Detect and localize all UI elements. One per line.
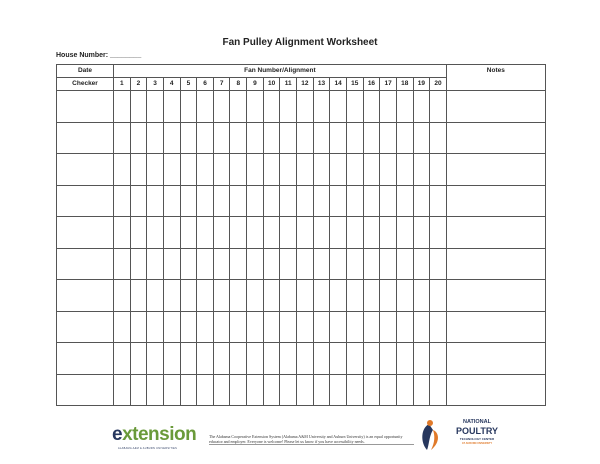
alignment-cell[interactable] [396,122,413,154]
alignment-cell[interactable] [263,185,280,217]
alignment-cell[interactable] [280,311,297,343]
legal-notice: The Alabama Cooperative Extension System (Alabama A&M University and Auburn University) is an equal opportunity educator and employer. Everyone is welcome! Please let us know if you have accessibility needs. [209,434,414,445]
alignment-cell[interactable] [346,217,363,249]
alignment-cell[interactable] [263,217,280,249]
alignment-cell[interactable] [163,154,180,186]
alignment-cell[interactable] [263,154,280,186]
alignment-cell[interactable] [197,185,214,217]
alignment-cell[interactable] [213,185,230,217]
alignment-cell[interactable] [114,248,131,280]
alignment-cell[interactable] [346,374,363,406]
alignment-cell[interactable] [114,154,131,186]
alignment-cell[interactable] [247,217,264,249]
table-row [57,311,546,343]
alignment-cell[interactable] [430,185,447,217]
alignment-cell[interactable] [430,311,447,343]
alignment-cell[interactable] [163,122,180,154]
alignment-table [56,64,546,406]
npc-line-3: TECHNOLOGY CENTER [459,437,495,441]
alignment-cell[interactable] [280,248,297,280]
notes-cell[interactable] [446,185,545,217]
alignment-cell[interactable] [313,311,330,343]
date-checker-cell[interactable] [57,122,114,154]
alignment-cell[interactable] [230,154,247,186]
alignment-cell[interactable] [330,374,347,406]
fan-number-header: 15 [346,78,363,91]
alignment-cell[interactable] [396,154,413,186]
alignment-cell[interactable] [330,91,347,123]
alignment-cell[interactable] [430,248,447,280]
alignment-cell[interactable] [197,248,214,280]
fan-number-header: 16 [363,78,380,91]
alignment-cell[interactable] [380,343,397,375]
alignment-cell[interactable] [197,311,214,343]
alignment-cell[interactable] [213,122,230,154]
alignment-cell[interactable] [396,311,413,343]
alignment-cell[interactable] [280,280,297,312]
alignment-cell[interactable] [230,343,247,375]
date-checker-cell[interactable] [57,343,114,375]
alignment-cell[interactable] [114,311,131,343]
alignment-cell[interactable] [413,154,430,186]
alignment-cell[interactable] [247,374,264,406]
alignment-cell[interactable] [330,311,347,343]
alignment-cell[interactable] [413,374,430,406]
house-number-field[interactable]: House Number: ________ [56,52,142,59]
alignment-cell[interactable] [114,91,131,123]
alignment-cell[interactable] [380,280,397,312]
alignment-cell[interactable] [280,217,297,249]
worksheet-title: Fan Pulley Alignment Worksheet [222,37,378,48]
alignment-cell[interactable] [413,217,430,249]
alignment-cell[interactable] [163,311,180,343]
alignment-cell[interactable] [130,91,147,123]
alignment-cell[interactable] [330,248,347,280]
alignment-cell[interactable] [213,343,230,375]
alignment-cell[interactable] [313,374,330,406]
alignment-cell[interactable] [346,343,363,375]
alignment-cell[interactable] [163,91,180,123]
table-row [57,217,546,249]
alignment-cell[interactable] [130,343,147,375]
alignment-cell[interactable] [114,122,131,154]
alignment-cell[interactable] [114,374,131,406]
alignment-cell[interactable] [263,311,280,343]
alignment-cell[interactable] [413,343,430,375]
alignment-cell[interactable] [247,248,264,280]
alignment-cell[interactable] [297,280,314,312]
alignment-cell[interactable] [163,343,180,375]
alignment-cell[interactable] [163,248,180,280]
alignment-cell[interactable] [297,154,314,186]
alignment-cell[interactable] [247,91,264,123]
alignment-cell[interactable] [430,122,447,154]
alignment-cell[interactable] [380,217,397,249]
alignment-cell[interactable] [430,374,447,406]
notes-cell[interactable] [446,280,545,312]
alignment-cell[interactable] [297,374,314,406]
alignment-cell[interactable] [363,374,380,406]
alignment-cell[interactable] [297,311,314,343]
alignment-cell[interactable] [430,343,447,375]
alignment-cell[interactable] [363,343,380,375]
alignment-cell[interactable] [130,217,147,249]
alignment-cell[interactable] [413,122,430,154]
alignment-cell[interactable] [114,217,131,249]
alignment-cell[interactable] [346,122,363,154]
alignment-cell[interactable] [313,343,330,375]
notes-cell[interactable] [446,343,545,375]
alignment-cell[interactable] [130,374,147,406]
table-row [57,185,546,217]
table-row [57,280,546,312]
alignment-cell[interactable] [346,185,363,217]
alignment-cell[interactable] [163,280,180,312]
alignment-cell[interactable] [230,280,247,312]
alignment-cell[interactable] [147,280,164,312]
alignment-cell[interactable] [330,343,347,375]
table-row [57,374,546,406]
date-checker-cell[interactable] [57,185,114,217]
npc-logo [417,418,537,454]
alignment-cell[interactable] [430,91,447,123]
alignment-cell[interactable] [147,154,164,186]
alignment-cell[interactable] [180,374,197,406]
alignment-cell[interactable] [313,122,330,154]
fan-group-header: Fan Number/Alignment [114,65,447,78]
table-row [57,122,546,154]
alignment-cell[interactable] [263,91,280,123]
alignment-cell[interactable] [130,185,147,217]
fan-number-header: 18 [396,78,413,91]
alignment-cell[interactable] [147,217,164,249]
npc-line-1: NATIONAL [462,419,491,425]
alignment-cell[interactable] [147,343,164,375]
extension-logo: extension [112,424,197,445]
alignment-cell[interactable] [114,343,131,375]
alignment-cell[interactable] [247,280,264,312]
alignment-cell[interactable] [297,185,314,217]
alignment-cell[interactable] [230,185,247,217]
alignment-cell[interactable] [130,154,147,186]
alignment-cell[interactable] [197,154,214,186]
alignment-cell[interactable] [147,185,164,217]
alignment-cell[interactable] [197,217,214,249]
alignment-cell[interactable] [180,280,197,312]
alignment-cell[interactable] [147,122,164,154]
alignment-cell[interactable] [346,280,363,312]
date-checker-cell[interactable] [57,280,114,312]
alignment-cell[interactable] [280,185,297,217]
notes-cell[interactable] [446,122,545,154]
table-row [57,91,546,123]
alignment-cell[interactable] [346,154,363,186]
alignment-cell[interactable] [363,185,380,217]
rooster-icon [417,418,445,454]
alignment-cell[interactable] [213,311,230,343]
alignment-cell[interactable] [297,217,314,249]
alignment-cell[interactable] [413,280,430,312]
alignment-cell[interactable] [247,185,264,217]
alignment-cell[interactable] [313,248,330,280]
alignment-cell[interactable] [297,91,314,123]
date-checker-cell[interactable] [57,154,114,186]
fan-number-header: 2 [130,78,147,91]
alignment-cell[interactable] [263,248,280,280]
alignment-cell[interactable] [247,122,264,154]
alignment-cell[interactable] [180,311,197,343]
alignment-cell[interactable] [380,91,397,123]
alignment-cell[interactable] [263,343,280,375]
alignment-cell[interactable] [280,154,297,186]
alignment-cell[interactable] [197,374,214,406]
alignment-cell[interactable] [363,217,380,249]
alignment-cell[interactable] [330,185,347,217]
alignment-cell[interactable] [213,248,230,280]
date-checker-cell[interactable] [57,374,114,406]
alignment-cell[interactable] [396,217,413,249]
fan-number-header: 5 [180,78,197,91]
alignment-cell[interactable] [197,122,214,154]
alignment-cell[interactable] [114,185,131,217]
alignment-cell[interactable] [330,217,347,249]
alignment-cell[interactable] [396,248,413,280]
alignment-cell[interactable] [346,311,363,343]
alignment-cell[interactable] [346,91,363,123]
fan-number-header: 6 [197,78,214,91]
alignment-cell[interactable] [230,248,247,280]
alignment-cell[interactable] [363,91,380,123]
alignment-cell[interactable] [413,91,430,123]
date-checker-cell[interactable] [57,311,114,343]
alignment-cell[interactable] [313,154,330,186]
alignment-cell[interactable] [213,280,230,312]
alignment-cell[interactable] [230,311,247,343]
alignment-cell[interactable] [313,185,330,217]
alignment-cell[interactable] [180,122,197,154]
fan-number-header: 11 [280,78,297,91]
alignment-cell[interactable] [213,217,230,249]
alignment-cell[interactable] [130,248,147,280]
alignment-cell[interactable] [396,374,413,406]
notes-cell[interactable] [446,217,545,249]
alignment-cell[interactable] [213,91,230,123]
date-header: Date [57,65,114,78]
alignment-cell[interactable] [197,91,214,123]
alignment-cell[interactable] [297,122,314,154]
fan-number-header: 7 [213,78,230,91]
alignment-cell[interactable] [247,154,264,186]
alignment-cell[interactable] [380,248,397,280]
alignment-cell[interactable] [280,122,297,154]
fan-number-header: 1 [114,78,131,91]
fan-number-header: 9 [247,78,264,91]
alignment-cell[interactable] [263,122,280,154]
date-checker-cell[interactable] [57,248,114,280]
alignment-cell[interactable] [180,343,197,375]
alignment-cell[interactable] [363,311,380,343]
extension-subtitle: ALABAMA A&M & AUBURN UNIVERSITIES [118,447,178,450]
alignment-cell[interactable] [130,311,147,343]
alignment-cell[interactable] [380,374,397,406]
alignment-cell[interactable] [413,185,430,217]
alignment-cell[interactable] [147,248,164,280]
fan-number-header: 14 [330,78,347,91]
alignment-cell[interactable] [147,311,164,343]
alignment-cell[interactable] [396,91,413,123]
alignment-cell[interactable] [363,154,380,186]
alignment-cell[interactable] [363,280,380,312]
fan-number-header: 19 [413,78,430,91]
notes-cell[interactable] [446,311,545,343]
alignment-cell[interactable] [247,343,264,375]
alignment-cell[interactable] [213,374,230,406]
fan-number-header: 10 [263,78,280,91]
alignment-cell[interactable] [396,185,413,217]
alignment-cell[interactable] [147,91,164,123]
fan-number-header: 13 [313,78,330,91]
date-checker-cell[interactable] [57,217,114,249]
alignment-cell[interactable] [230,217,247,249]
alignment-cell[interactable] [413,311,430,343]
alignment-cell[interactable] [297,343,314,375]
alignment-cell[interactable] [263,280,280,312]
alignment-cell[interactable] [230,374,247,406]
alignment-cell[interactable] [330,122,347,154]
alignment-cell[interactable] [297,248,314,280]
alignment-cell[interactable] [363,248,380,280]
date-checker-cell[interactable] [57,91,114,123]
alignment-cell[interactable] [396,343,413,375]
alignment-cell[interactable] [114,280,131,312]
alignment-cell[interactable] [247,311,264,343]
alignment-cell[interactable] [313,280,330,312]
notes-cell[interactable] [446,154,545,186]
fan-number-header: 12 [297,78,314,91]
alignment-cell[interactable] [197,343,214,375]
alignment-cell[interactable] [163,217,180,249]
notes-cell[interactable] [446,91,545,123]
fan-number-header: 3 [147,78,164,91]
alignment-cell[interactable] [130,280,147,312]
alignment-cell[interactable] [280,343,297,375]
alignment-cell[interactable] [180,217,197,249]
alignment-cell[interactable] [430,217,447,249]
fan-number-header: 17 [380,78,397,91]
fan-number-header: 8 [230,78,247,91]
alignment-cell[interactable] [313,217,330,249]
alignment-cell[interactable] [230,91,247,123]
alignment-cell[interactable] [180,91,197,123]
alignment-cell[interactable] [380,154,397,186]
alignment-cell[interactable] [380,185,397,217]
alignment-cell[interactable] [230,122,247,154]
table-row [57,248,546,280]
alignment-cell[interactable] [363,122,380,154]
alignment-cell[interactable] [430,154,447,186]
alignment-cell[interactable] [180,154,197,186]
alignment-cell[interactable] [130,122,147,154]
alignment-cell[interactable] [280,91,297,123]
notes-cell[interactable] [446,374,545,406]
alignment-cell[interactable] [313,91,330,123]
alignment-cell[interactable] [197,280,214,312]
fan-number-header: 20 [430,78,447,91]
table-row [57,343,546,375]
fan-number-header: 4 [163,78,180,91]
alignment-cell[interactable] [380,122,397,154]
notes-header: Notes [446,65,545,91]
alignment-cell[interactable] [380,311,397,343]
alignment-cell[interactable] [180,185,197,217]
alignment-cell[interactable] [280,374,297,406]
npc-line-2: POULTRY [456,426,498,436]
alignment-cell[interactable] [163,185,180,217]
footer [112,419,552,454]
alignment-cell[interactable] [180,248,197,280]
alignment-cell[interactable] [346,248,363,280]
alignment-cell[interactable] [413,248,430,280]
notes-cell[interactable] [446,248,545,280]
alignment-cell[interactable] [147,374,164,406]
npc-line-4: AT AUBURN UNIVERSITY [461,441,493,445]
alignment-cell[interactable] [213,154,230,186]
checker-header: Checker [57,78,114,91]
alignment-cell[interactable] [330,154,347,186]
alignment-cell[interactable] [163,374,180,406]
alignment-cell[interactable] [430,280,447,312]
alignment-cell[interactable] [396,280,413,312]
alignment-cell[interactable] [330,280,347,312]
header-row-1 [57,65,546,78]
alignment-cell[interactable] [263,374,280,406]
table-row [57,154,546,186]
